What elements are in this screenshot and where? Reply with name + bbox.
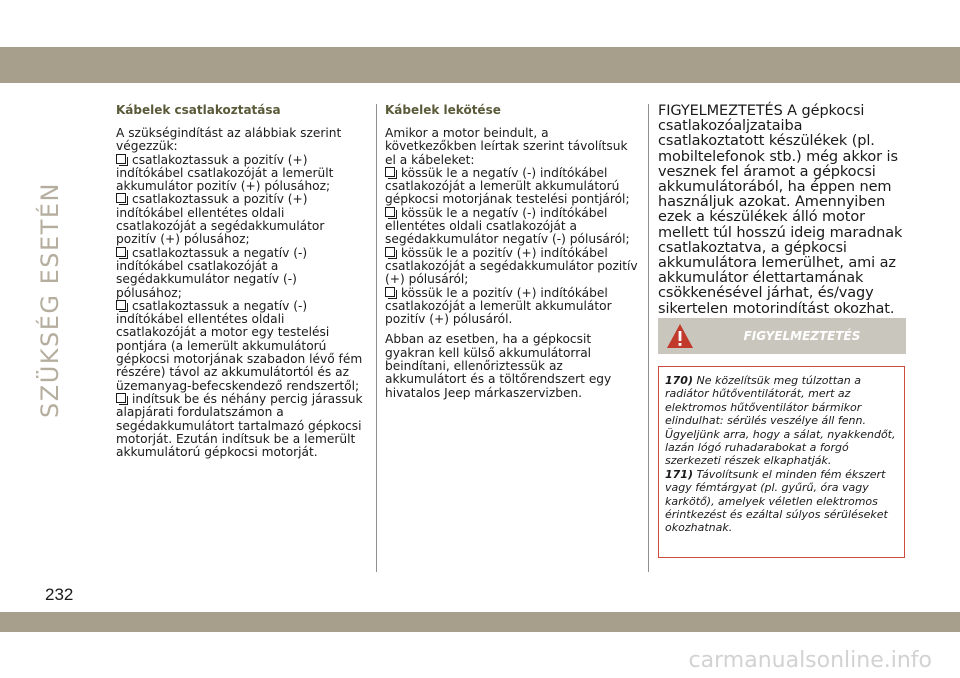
warning-text: Ne közelítsük meg túlzottan a radiátor hűtőventilátorát, mert az elektromos hűtőventilátor bármikor elindulhat: sérülés veszélye áll fenn. Ügyeljünk arra, hogy a sálat, nyakkendőt, lazán lógó ruhadarabokat a forgó szerkezeti részek elkaphatják. <box>665 374 896 468</box>
warning-triangle-icon <box>666 323 694 349</box>
checkbox-bullet-icon <box>385 247 395 257</box>
footer-band <box>0 612 960 632</box>
list-item: csatlakoztassuk a negatív (-) indítókábel ellentétes oldali csatlakozóját a motor egy testelési pontjára (a lemerült akkumulátorú gépkocsi motorjának szabadon lévő fém részére) távol az akkumulátortól és az üzemanyag-befecskendező rendszertől; <box>116 298 363 393</box>
list-item: kössük le a negatív (-) indítókábel csatlakozóját a lemerült akkumulátorú gépkocsi motorjának testelési pontjáról; <box>385 165 630 207</box>
checkbox-bullet-icon <box>385 287 395 297</box>
watermark: carmanualsonline.info <box>688 648 932 673</box>
checkbox-bullet-icon <box>116 154 126 164</box>
warning-title: FIGYELMEZTETÉS <box>743 329 861 343</box>
intro-text: Amikor a motor beindult, a következőkben leírtak szerint távolítsuk el a kábeleket: <box>385 126 628 167</box>
list-item: kössük le a negatív (-) indítókábel ellentétes oldali csatlakozóját a segédakkumulátor negatív (-) pólusáról; <box>385 205 630 247</box>
list-item: kössük le a pozitív (+) indítókábel csatlakozóját a lemerült akkumulátor pozitív (+) pólusáról. <box>385 285 612 327</box>
warning-number: 170) <box>665 374 693 387</box>
warning-text: Távolítsunk el minden fém ékszert vagy fémtárgyat (pl. gyűrű, óra vagy karkötő), amelyek véletlen elektromos érintkezést és ezáltal súlyos sérüléseket okozhatnak. <box>665 467 888 535</box>
note-text: FIGYELMEZTETÉS A gépkocsi csatlakozóaljzataiba csatlakoztatott készülékek (pl. mobiltelefonok stb.) még akkor is vesznek fel áramot a gépkocsi akkumulátorából, ha éppen nem használjuk azokat. Amennyiben ezek a készülékek álló motor mellett túl hosszú ideig maradnak csatlakoztatva, a gépkocsi akkumulátora lemerülhet, ami az akkumulátor élettartamának csökkenésével járhat, és/vagy sikertelen motorindítást okozhat. <box>658 103 903 317</box>
column-divider <box>648 104 649 572</box>
outro-text: Abban az esetben, ha a gépkocsit gyakran kell külső akkumulátorral beindítani, ellenőriztessük az akkumulátort és a töltőrendszert egy hivatalos Jeep márkaszervizben. <box>385 332 612 400</box>
column-disconnecting-cables <box>385 104 640 400</box>
checkbox-bullet-icon <box>116 247 126 257</box>
checkbox-bullet-icon <box>116 193 126 203</box>
checkbox-bullet-icon <box>116 300 126 310</box>
warning-banner <box>658 318 906 354</box>
list-item: kössük le a pozitív (+) indítókábel csatlakozóját a segédakkumulátor pozitív (+) pólusáról; <box>385 245 638 287</box>
column-divider <box>376 104 377 572</box>
intro-text: A szükségindítást az alábbiak szerint végezzük: <box>116 126 342 154</box>
list-item: csatlakoztassuk a negatív (-) indítókábel csatlakozóját a segédakkumulátor negatív (-) pólusához; <box>116 245 308 300</box>
section-heading: Kábelek csatlakoztatása <box>116 103 281 117</box>
column-warnings <box>658 104 908 317</box>
warning-number: 171) <box>665 467 693 481</box>
checkbox-bullet-icon <box>385 207 395 217</box>
list-item: csatlakoztassuk a pozitív (+) indítókábel ellentétes oldali csatlakozóját a segédakkumulátor pozitív (+) pólusához; <box>116 192 325 247</box>
checkbox-bullet-icon <box>116 393 126 403</box>
list-item: csatlakoztassuk a pozitív (+) indítókábel csatlakozóját a lemerült akkumulátor pozitív (+) pólusához; <box>116 152 334 194</box>
page-number: 232 <box>45 585 74 604</box>
header-band <box>0 47 960 83</box>
warning-box <box>658 366 905 558</box>
checkbox-bullet-icon <box>385 167 395 177</box>
warning-item <box>665 468 897 535</box>
column-connecting-cables <box>116 104 366 459</box>
side-section-title-text: SZÜKSÉG ESETÉN <box>36 182 64 418</box>
warning-item <box>665 374 897 468</box>
section-heading: Kábelek lekötése <box>385 103 501 117</box>
list-item: indítsuk be és néhány percig járassuk alapjárati fordulatszámon a segédakkumulátort tartalmazó gépkocsi motorját. Ezután indítsuk be a lemerült akkumulátorú gépkocsi motorját. <box>116 391 363 460</box>
